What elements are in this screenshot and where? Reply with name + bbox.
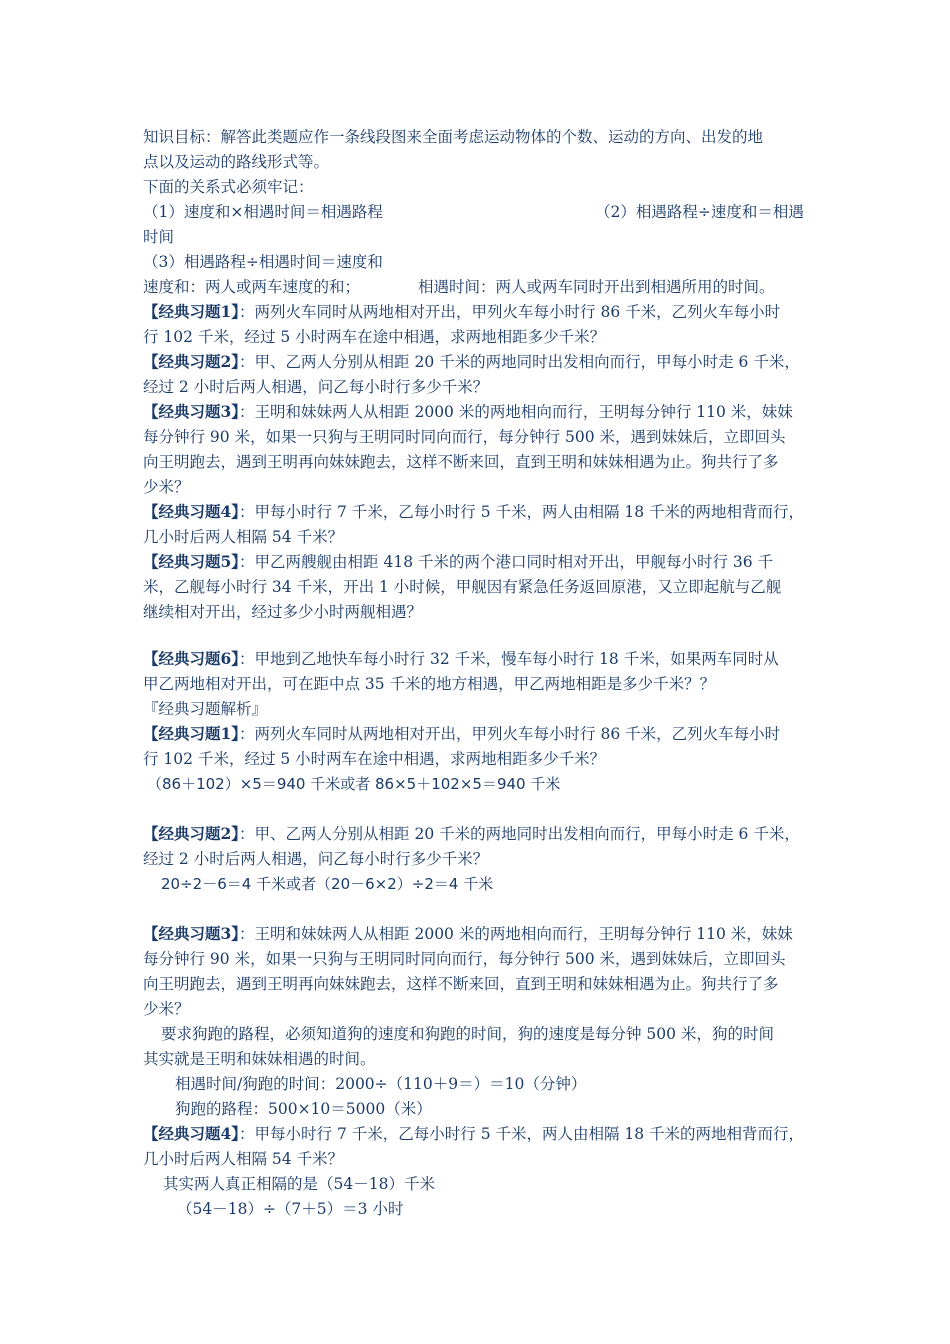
text-line: 米，乙舰每小时行 34 千米，开出 1 小时候，甲舰因有紧急任务返回原港，又立即起航与乙舰 (143, 578, 782, 596)
text-line: 经过 2 小时后两人相遇，问乙每小时行多少千米？ (143, 378, 489, 396)
text-line: （1）速度和×相遇时间＝相遇路程 (143, 203, 383, 221)
text-line: 经过 2 小时后两人相遇，问乙每小时行多少千米？ (143, 850, 489, 868)
text-line: 行 102 千米，经过 5 小时两车在途中相遇，求两地相距多少千米？ (143, 750, 606, 768)
text-line: 几小时后两人相隔 54 千米？ (143, 1150, 344, 1168)
text-line: 要求狗跑的路程，必须知道狗的速度和狗跑的时间，狗的速度是每分钟 500 米，狗的时间 (161, 1025, 774, 1043)
solution-line: 其实两人真正相隔的是（54－18）千米 (163, 1175, 435, 1193)
solution-line: 相遇时间/狗跑的时间：2000÷（110＋9＝）＝10（分钟） (175, 1075, 587, 1093)
text-line: 少米？ (143, 478, 190, 496)
exercise-line: 【经典习题4】：甲每小时行 7 千米，乙每小时行 5 千米，两人由相隔 18 千米的两地相背而行， (143, 1124, 805, 1143)
text-line: 几小时后两人相隔 54 千米？ (143, 528, 344, 546)
exercise-line: 【经典习题5】：甲乙两艘舰由相距 418 千米的两个港口同时相对开出，甲舰每小时行 36 千 (143, 552, 774, 571)
text-line: 相遇时间：两人或两车同时开出到相遇所用的时间。 (418, 278, 775, 296)
solution-line: 狗跑的路程：500×10＝5000（米） (175, 1100, 432, 1118)
exercise-line: 【经典习题3】：王明和妹妹两人从相距 2000 米的两地相向而行，王明每分钟行 110 米，妹妹 (143, 924, 793, 943)
solution-line: 20÷2－6＝4 千米或者（20－6×2）÷2＝4 千米 (161, 875, 494, 893)
exercise-line: 【经典习题3】：王明和妹妹两人从相距 2000 米的两地相向而行，王明每分钟行 110 米，妹妹 (143, 402, 793, 421)
text-line: 向王明跑去，遇到王明再向妹妹跑去，这样不断来回，直到王明和妹妹相遇为止。狗共行了多 (143, 975, 779, 993)
text-line: 行 102 千米，经过 5 小时两车在途中相遇，求两地相距多少千米？ (143, 328, 606, 346)
section-heading: 『经典习题解析』 (143, 700, 268, 718)
text-line: （3）相遇路程÷相遇时间＝速度和 (143, 253, 383, 271)
text-line: 继续相对开出，经过多少小时两舰相遇？ (143, 603, 423, 621)
exercise-line: 【经典习题1】：两列火车同时从两地相对开出，甲列火车每小时行 86 千米，乙列火车每小时 (143, 724, 781, 743)
exercise-line: 【经典习题2】：甲、乙两人分别从相距 20 千米的两地同时出发相向而行，甲每小时走 6 千米， (143, 824, 800, 843)
solution-line: （86＋102）×5＝940 千米或者 86×5＋102×5＝940 千米 (147, 775, 561, 793)
text-line: 下面的关系式必须牢记： (143, 178, 314, 196)
text-line: 每分钟行 90 米，如果一只狗与王明同时同向而行，每分钟行 500 米，遇到妹妹后，立即回头 (143, 950, 786, 968)
text-line: 其实就是王明和妹妹相遇的时间。 (143, 1050, 376, 1068)
text-line: 每分钟行 90 米，如果一只狗与王明同时同向而行，每分钟行 500 米，遇到妹妹后，立即回头 (143, 428, 786, 446)
exercise-line: 【经典习题6】：甲地到乙地快车每小时行 32 千米，慢车每小时行 18 千米，如果两车同时从 (143, 649, 779, 668)
solution-line: （54－18）÷（7＋5）＝3 小时 (177, 1200, 404, 1218)
text-line: 向王明跑去，遇到王明再向妹妹跑去，这样不断来回，直到王明和妹妹相遇为止。狗共行了多 (143, 453, 779, 471)
text-line: 少米？ (143, 1000, 190, 1018)
exercise-line: 【经典习题4】：甲每小时行 7 千米，乙每小时行 5 千米，两人由相隔 18 千米的两地相背而行， (143, 502, 805, 521)
text-line: （2）相遇路程÷速度和＝相遇 (595, 203, 804, 221)
text-line: 速度和：两人或两车速度的和； (143, 278, 361, 296)
exercise-line: 【经典习题1】：两列火车同时从两地相对开出，甲列火车每小时行 86 千米，乙列火车每小时 (143, 302, 781, 321)
text-line: 时间 (143, 228, 175, 246)
text-line: 甲乙两地相对开出，可在距中点 35 千米的地方相遇，甲乙两地相距是多少千米？？ (143, 675, 716, 693)
text-line: 知识目标：解答此类题应作一条线段图来全面考虑运动物体的个数、运动的方向、出发的地 (143, 128, 764, 146)
exercise-line: 【经典习题2】：甲、乙两人分别从相距 20 千米的两地同时出发相向而行，甲每小时走 6 千米， (143, 352, 800, 371)
text-line: 点以及运动的路线形式等。 (143, 153, 330, 171)
